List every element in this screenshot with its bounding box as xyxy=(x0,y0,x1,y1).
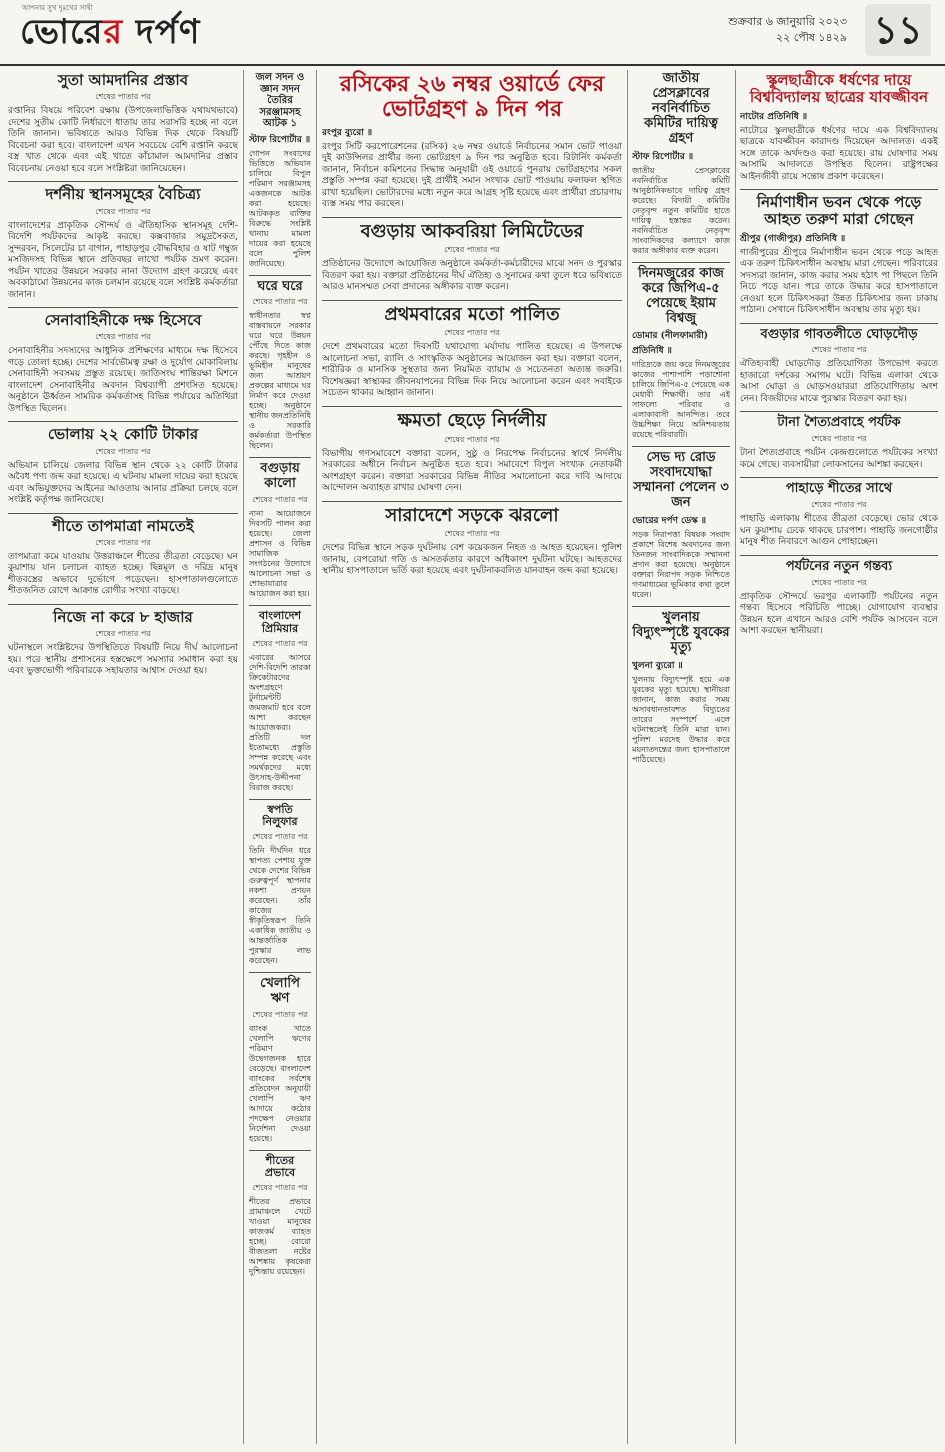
story-khomota xyxy=(322,411,622,495)
headline: সারাদেশে সড়কে ঝরলো xyxy=(385,504,559,526)
divider xyxy=(249,605,311,606)
headline: বগুড়ায় আকবরিয়া লিমিটেডের xyxy=(360,220,584,242)
story-body: তাপমাত্রা কমে যাওয়ায় উত্তরাঞ্চলে শীতের তীব্রতা বেড়েছে। ঘন কুয়াশায় যান চলাচল ব্যাহত হচ্ছে। ছিন্নমূল ও দরিদ্র মানুষ শীতবস্ত্রের অভাবে দুর্ভোগে পড়েছেন। হাসপাতালগুলোতে শীতজনিত রোগে আক্রান্ত রোগীর সংখ্যা বাড়ছে। xyxy=(8,551,238,597)
continued-label: শেষের পাতার পর xyxy=(95,446,151,456)
headline: শীতের প্রভাবে xyxy=(264,1153,296,1180)
headline: বগুড়ার গাবতলীতে ঘোড়দৌড় xyxy=(760,326,918,342)
story-suta xyxy=(8,72,238,175)
headline: বাংলাদেশ প্রিমিয়ার xyxy=(258,609,302,635)
column-separator xyxy=(243,70,244,1444)
column-4 xyxy=(632,70,730,1444)
story-swapati xyxy=(249,804,311,966)
story-body: প্রাকৃতিক সৌন্দর্যে ভরপুর এলাকাটি পর্যটনের নতুন গন্তব্য হিসেবে পরিচিতি পাচ্ছে। যোগাযোগ ব্যবস্থার উন্নয়ন হলে এখানে আরও বেশি পর্যটক আসবেন বলে আশা করছেন স্থানীয়রা। xyxy=(740,591,938,637)
masthead xyxy=(0,0,945,66)
story-body: ঐতিহ্যবাহী ঘোড়দৌড় প্রতিযোগিতা উপভোগ করতে হাজারো দর্শকের সমাগম ঘটে। বিভিন্ন এলাকা থেকে আসা ঘোড়া ও ঘোড়সওয়াররা প্রতিযোগিতায় অংশ নেন। বিজয়ীদের মাঝে পুরস্কার বিতরণ করা হয়। xyxy=(740,359,938,404)
story-body: প্রতিষ্ঠানের উদ্যোগে আয়োজিত অনুষ্ঠানে কর্মকর্তা-কর্মচারীদের মাঝে সনদ ও পুরস্কার বিতরণ করা হয়। বক্তারা প্রতিষ্ঠানের দীর্ঘ ঐতিহ্য ও সুনামের কথা তুলে ধরে ভবিষ্যতে আরও মানসম্মত সেবা প্রদানের অঙ্গীকার ব্যক্ত করেন। xyxy=(322,259,622,293)
story-body: খুলনায় বিদ্যুৎস্পৃষ্ট হয়ে এক যুবকের মৃত্যু হয়েছে। স্থানীয়রা জানান, কাজ করার সময় অসাবধানতাবশত বিদ্যুতের তারের সংস্পর্শে এলে ঘটনাস্থলেই তিনি মারা যান। পুলিশ মরদেহ উদ্ধার করে ময়নাতদন্তের জন্য হাসপাতালে পাঠিয়েছে। xyxy=(632,675,730,764)
continued-label: শেষের পাতার পর xyxy=(811,500,867,510)
story-body: নানা আয়োজনে দিবসটি পালন করা হয়েছে। জেলা প্রশাসন ও বিভিন্ন সামাজিক সংগঠনের উদ্যোগে আলোচনা সভা ও শোভাযাত্রার আয়োজন করা হয়। xyxy=(249,509,311,599)
story-body: নাটোরে স্কুলছাত্রীকে ধর্ষণের দায়ে এক বিশ্ববিদ্যালয় ছাত্রকে যাবজ্জীবন কারাদণ্ড দিয়েছেন আদালত। একই সঙ্গে তাকে অর্থদণ্ডও করা হয়েছে। রায় ঘোষণার সময় আসামি আদালতে উপস্থিত ছিলেন। রাষ্ট্রপক্ষের আইনজীবী রায়ে সন্তোষ প্রকাশ করেছেন। xyxy=(740,125,938,182)
divider xyxy=(322,217,622,218)
continued-label: শেষের পাতার পর xyxy=(252,297,308,307)
headline: নিজে না করে ৮ হাজার xyxy=(53,607,193,626)
story-body: গাজীপুরের শ্রীপুরে নির্মাণাধীন ভবন থেকে পড়ে আহত এক তরুণ চিকিৎসাধীন অবস্থায় মারা গেছেন। পরিবারের সদস্যরা জানান, কাজ করার সময় হঠাৎ পা পিছলে তিনি নিচে পড়ে যান। পরে তাকে উদ্ধার করে হাসপাতালে নেওয়া হলে চিকিৎসকরা উন্নত চিকিৎসার জন্য ঢাকায় পাঠান। সেখানে চিকিৎসাধীন অবস্থায় তার মৃত্যু হয়। xyxy=(740,247,938,315)
divider xyxy=(249,457,311,458)
story-bogura-alo xyxy=(249,462,311,599)
story-body: বাংলাদেশের প্রাকৃতিক সৌন্দর্য ও ঐতিহাসিক স্থানসমূহ দেশি-বিদেশি পর্যটকদের আকৃষ্ট করছে। কক্সবাজার সমুদ্রসৈকত, সুন্দরবন, সিলেটের চা বাগান, পাহাড়পুর বৌদ্ধবিহার ও ষাট গম্বুজ মসজিদসহ বিভিন্ন স্থানে প্রতিবছর লাখো পর্যটক ভ্রমণ করেন। পর্যটন খাতের উন্নয়নে সরকার নানা উদ্যোগ গ্রহণ করেছে এবং অবকাঠামো উন্নয়নের কাজ চলমান রয়েছে বলে সংশ্লিষ্ট কর্মকর্তারা জানান। xyxy=(8,220,238,300)
story-body: দেশে প্রথমবারের মতো দিবসটি যথাযোগ্য মর্যাদায় পালিত হয়েছে। এ উপলক্ষে আলোচনা সভা, র‌্যালি ও সাংস্কৃতিক অনুষ্ঠানের আয়োজন করা হয়। বক্তারা বলেন, শারীরিক ও মানসিক সুস্থতার জন্য নিয়মিত ব্যায়াম ও সচেতনতা অত্যন্ত জরুরি। বিশেষজ্ঞরা স্বাস্থ্যকর জীবনযাপনের বিভিন্ন দিক নিয়ে আলোচনা করেন এবং সবাইকে সচেতন থাকার আহ্বান জানান। xyxy=(322,342,622,399)
column-separator xyxy=(627,70,628,1444)
headline: প্রথমবারের মতো পালিত xyxy=(384,303,560,325)
column-2 xyxy=(249,70,311,1444)
continued-label: শেষের পাতার পর xyxy=(811,434,867,444)
logo-text-2: র xyxy=(103,12,124,52)
story-nije xyxy=(8,609,238,678)
headline: দিনমজুরের কাজ করে জিপিএ-৫ পেয়েছে ইয়াম বিশ্বজু xyxy=(638,265,724,326)
story-body: ব্যাংক খাতে খেলাপি ঋণের পরিমাণ উদ্বেগজনক হারে বেড়েছে। বাংলাদেশ ব্যাংকের সর্বশেষ প্রতিবেদন অনুযায়ী খেলাপি ঋণ আদায়ে কঠোর পদক্ষেপ নেওয়ার নির্দেশনা দেওয়া হয়েছে। xyxy=(249,1023,311,1143)
headline: স্বপতি নিলুফার xyxy=(262,802,298,829)
divider xyxy=(632,446,730,447)
byline: রংপুর ব্যুরো ॥ xyxy=(322,127,373,138)
page-number: ১১ xyxy=(865,4,931,56)
story-body: রংপুর সিটি করপোরেশনের (রসিক) ২৬ নম্বর ওয়ার্ডে নির্বাচনের সমান ভোট পাওয়া দুই কাউন্সিলর প্রার্থীর জন্য ভোটগ্রহণ ৯ দিন পর অনুষ্ঠিত হবে। রিটার্নিং কর্মকর্তা জানান, নির্বাচন কমিশনের সিদ্ধান্ত অনুযায়ী ওই ওয়ার্ডে পুনরায় ভোটগ্রহণের সকল প্রস্তুতি সম্পন্ন করা হয়েছে। দুই প্রার্থীই সমান সংখ্যক ভোট পাওয়ায় ফলাফল স্থগিত রাখা হয়েছিল। ভোটারদের মধ্যে নতুন করে আগ্রহ সৃষ্টি হয়েছে এবং প্রার্থীরা প্রচারণায় ব্যস্ত সময় পার করছেন। xyxy=(322,141,622,210)
story-saradeshe xyxy=(322,506,622,578)
divider xyxy=(740,411,938,412)
continued-label: শেষের পাতার পর xyxy=(252,1009,308,1019)
byline: ভোরের দর্পণ ডেস্ক ॥ xyxy=(632,516,707,527)
continued-label: শেষের পাতার পর xyxy=(95,206,151,216)
headline: বগুড়ায় কালো xyxy=(260,461,300,492)
story-body: দেশের বিভিন্ন স্থানে সড়ক দুর্ঘটনায় বেশ কয়েকজন নিহত ও আহত হয়েছেন। পুলিশ জানায়, বেপরোয়া গতি ও অসতর্কতার কারণে অধিকাংশ দুর্ঘটনা ঘটছে। আহতদের স্থানীয় হাসপাতালে ভর্তি করা হয়েছে এবং দুর্ঘটনাকবলিত যানবাহন জব্দ করা হয়েছে। xyxy=(322,543,622,577)
continued-label: শেষের পাতার পর xyxy=(444,434,500,444)
byline: স্টাফ রিপোর্টার ॥ xyxy=(249,134,311,145)
story-body: ঘটনাস্থলে সংশ্লিষ্টদের উপস্থিতিতে বিষয়টি নিয়ে দীর্ঘ আলোচনা হয়। পরে স্থানীয় প্রশাসনের হস্তক্ষেপে সমস্যার সমাধান করা হয় এবং ভুক্তভোগী পরিবারকে সহায়তার আশ্বাস দেওয়া হয়। xyxy=(8,643,238,676)
headline: ঘরে ঘরে xyxy=(257,278,303,294)
continued-label: শেষের পাতার পর xyxy=(95,92,151,102)
byline: স্টাফ রিপোর্টার ॥ xyxy=(632,151,694,162)
continued-label: শেষের পাতার পর xyxy=(444,529,500,539)
divider xyxy=(249,799,311,800)
dateline xyxy=(728,14,847,46)
divider xyxy=(740,555,938,556)
story-premier xyxy=(249,610,311,792)
column-3 xyxy=(322,70,622,1444)
divider xyxy=(249,1150,311,1151)
logo-text-1: ভোরে xyxy=(20,12,104,52)
story-tana xyxy=(740,416,938,471)
continued-label: শেষের পাতার পর xyxy=(95,629,151,638)
headline: পর্যটনের নতুন গন্তব্য xyxy=(785,558,893,574)
column-1 xyxy=(8,70,238,1444)
story-akbaria xyxy=(322,222,622,294)
story-body: সেনাবাহিনীর সদস্যদের আধুনিক প্রশিক্ষণের মাধ্যমে দক্ষ হিসেবে গড়ে তোলা হচ্ছে। দেশের সার্বভৌমত্ব রক্ষা ও দুর্যোগ মোকাবিলায় সেনাবাহিনী সবসময় প্রস্তুত রয়েছে। জাতিসংঘ শান্তিরক্ষা মিশনে বাংলাদেশ সেনাবাহিনীর অবদান বিশ্বব্যাপী প্রশংসিত হয়েছে। অনুষ্ঠানে ঊর্ধ্বতন সামরিক কর্মকর্তাসহ বিভিন্ন পর্যায়ের অতিথিরা উপস্থিত ছিলেন। xyxy=(8,346,238,414)
story-jol xyxy=(249,72,311,269)
divider xyxy=(8,604,238,605)
story-body: স্বাধীনতার স্বপ্ন বাস্তবায়নে সরকার ঘরে ঘরে উন্নয়ন পৌঁছে দিতে কাজ করছে। গৃহহীন ও ভূমিহীন মানুষের জন্য আশ্রয়ণ প্রকল্পের মাধ্যমে ঘর নির্মাণ করে দেওয়া হচ্ছে। অনুষ্ঠানে স্থানীয় জনপ্রতিনিধি ও সরকারি কর্মকর্তারা উপস্থিত ছিলেন। xyxy=(249,311,311,451)
divider xyxy=(8,421,238,422)
headline: জাতীয় প্রেসক্লাবের নবনির্বাচিত কমিটির দায়িত্ব গ্রহণ xyxy=(644,71,718,146)
story-send-da-rod xyxy=(632,451,730,600)
story-sheeter-provab xyxy=(249,1155,311,1277)
story-khelapi xyxy=(249,977,311,1144)
date-bangla: ২২ পৌষ ১৪২৯ xyxy=(775,31,847,44)
story-ghora xyxy=(740,328,938,406)
headline: স্কুলছাত্রীকে ধর্ষণের দায়ে বিশ্ববিদ্যালয় ছাত্রের যাবজ্জীবন xyxy=(749,71,929,107)
continued-label: শেষের পাতার পর xyxy=(811,345,867,355)
divider xyxy=(740,323,938,324)
headline: দর্শনীয় স্থানসমূহের বৈচিত্র্য xyxy=(45,185,201,204)
headline: সেনাবাহিনীকে দক্ষ হিসেবে xyxy=(44,311,202,329)
story-jatiyo xyxy=(632,72,730,256)
story-pahar xyxy=(740,482,938,548)
banner-headline: রসিকের ২৬ নম্বর ওয়ার্ডে ফের ভোটগ্রহণ ৯ দিন পর xyxy=(339,71,605,123)
continued-label: শেষের পাতার পর xyxy=(252,495,308,505)
divider xyxy=(8,307,238,308)
story-body: অভিযান চালিয়ে জেলার বিভিন্ন স্থান থেকে ২২ কোটি টাকার অবৈধ পণ্য জব্দ করা হয়েছে। এ ঘটনায় মামলা দায়ের করা হয়েছে এবং অভিযুক্তদের আইনের আওতায় আনার প্রক্রিয়া চলছে বলে সংশ্লিষ্ট কর্তৃপক্ষ জানিয়েছে। xyxy=(8,460,238,505)
logo-text-3: দর্পণ xyxy=(123,12,201,52)
divider xyxy=(322,501,622,502)
story-porjoton xyxy=(740,560,938,638)
story-ghore xyxy=(249,280,311,452)
headline: খেলাপি ঋণ xyxy=(260,975,300,1006)
story-body: টানা শৈত্যপ্রবাহে পর্যটন কেন্দ্রগুলোতে পর্যটকের সংখ্যা কমে গেছে। ব্যবসায়ীরা লোকসানের আশঙ্কা করছেন। xyxy=(740,448,938,470)
story-body: গোপন সংবাদের ভিত্তিতে অভিযান চালিয়ে বিপুল পরিমাণ সরঞ্জামসহ একজনকে আটক করা হয়েছে। আটককৃত ব্যক্তির বিরুদ্ধে সংশ্লিষ্ট থানায় মামলা দায়ের করা হয়েছে বলে পুলিশ জানিয়েছে। xyxy=(249,148,311,268)
story-sena xyxy=(8,312,238,415)
story-prothomborer xyxy=(322,305,622,400)
story-dinmojur xyxy=(632,267,730,441)
headline: পাহাড়ে শীতের সাথে xyxy=(785,481,893,497)
divider xyxy=(8,513,238,514)
byline: ডোমার (নীলফামারী) প্রতিনিধি ॥ xyxy=(632,331,709,357)
story-body: এবারের আসরে দেশি-বিদেশি তারকা ক্রিকেটারদের অংশগ্রহণে টুর্নামেন্টটি জমজমাট হবে বলে আশা করছেন আয়োজকরা। প্রতিটি দল ইতোমধ্যে প্রস্তুতি সম্পন্ন করেছে এবং সমর্থকদের মধ্যে উৎসাহ-উদ্দীপনা বিরাজ করছে। xyxy=(249,652,311,792)
story-body: সড়ক নিরাপত্তা বিষয়ক সংবাদ প্রকাশে বিশেষ অবদানের জন্য তিনজন সাংবাদিককে সম্মাননা প্রদান করা হয়েছে। অনুষ্ঠানে বক্তারা নিরাপদ সড়ক নিশ্চিতে গণমাধ্যমের ভূমিকার কথা তুলে ধরেন। xyxy=(632,530,730,600)
column-separator xyxy=(316,70,317,1444)
continued-label: শেষের পাতার পর xyxy=(252,1183,308,1193)
continued-label: শেষের পাতার পর xyxy=(95,537,151,547)
headline: ক্ষমতা ছেড়ে নির্দলীয় xyxy=(397,409,547,431)
story-body: বিভাগীয় গণসমাবেশে বক্তারা বলেন, সুষ্ঠু ও নিরপেক্ষ নির্বাচনের স্বার্থে নির্দলীয় সরকারের অধীনে নির্বাচন অনুষ্ঠিত হতে হবে। সমাবেশে বিপুল সংখ্যক নেতাকর্মী অংশগ্রহণ করেন। বক্তারা সরকারের বিভিন্ন নীতির সমালোচনা করে দাবি আদায়ে আন্দোলন অব্যাহত রাখার ঘোষণা দেন। xyxy=(322,448,622,494)
divider xyxy=(740,189,938,190)
headline: নির্মাণাধীন ভবন থেকে পড়ে আহত তরুণ মারা গেছেন xyxy=(756,193,922,229)
divider xyxy=(632,262,730,263)
divider xyxy=(322,406,622,407)
tagline: আপনার সুখ দুঃখের সাথী xyxy=(22,4,93,12)
divider xyxy=(632,606,730,607)
continued-label: শেষের পাতার পর xyxy=(252,638,308,648)
story-khulna xyxy=(632,611,730,765)
divider xyxy=(740,477,938,478)
story-body: দারিদ্র্যকে জয় করে দিনমজুরের কাজের পাশাপাশি পড়াশোনা চালিয়ে জিপিএ-৫ পেয়েছে এক মেধাবী শিক্ষার্থী। তার এই সাফল্যে পরিবার ও এলাকাবাসী আনন্দিত। তবে উচ্চশিক্ষা নিয়ে অনিশ্চয়তায় রয়েছে পরিবারটি। xyxy=(632,360,730,440)
divider xyxy=(249,972,311,973)
story-school xyxy=(740,72,938,183)
headline: শীতে তাপমাত্রা নামতেই xyxy=(52,516,194,535)
continued-label: শেষের পাতার পর xyxy=(811,577,867,587)
story-body: রপ্তানির বিষয়ে পরিবেশ রক্ষায় (উপজেলাভিত্তিক যথাযথভাবে) দেশের সুতীম কোটি নির্ধারণে ধাতায় তার সরাসরি হচ্ছে না বলে তিনি জানান। ভবিষ্যতে আরও বিভিন্ন দিক থেকে বিষয়টি বিবেচনা করা হবে। বাংলাদেশ এখন সবচেয়ে বেশি রপ্তানি করছে বস্ত্র খাত থেকে এবং এই খাতে কাঁচামাল আমদানির প্রস্তাব বিবেচনায় নেওয়া হবে বলে সংশ্লিষ্টরা জানিয়েছেন। xyxy=(8,106,238,174)
column-separator xyxy=(735,70,736,1444)
story-nirman xyxy=(740,194,938,317)
byline: নাটোর প্রতিনিধি ॥ xyxy=(740,111,808,122)
divider xyxy=(249,275,311,276)
headline: সেভ দ্য রোড সংবাদযোদ্ধা সম্মাননা পেলেন ৩ জন xyxy=(633,450,729,511)
divider xyxy=(8,181,238,182)
headline: খুলনায় বিদ্যুৎস্পৃষ্টে যুবকের মৃত্যু xyxy=(632,610,730,656)
story-banner xyxy=(322,72,622,211)
story-body: জাতীয় প্রেসক্লাবের নবনির্বাচিত কমিটি আনুষ্ঠানিকভাবে দায়িত্ব গ্রহণ করেছে। বিদায়ী কমিটির নেতৃবৃন্দ নতুন কমিটির হাতে দায়িত্ব হস্তান্তর করেন। নবনির্বাচিত নেতৃবৃন্দ সাংবাদিকদের কল্যাণে কাজ করার অঙ্গীকার ব্যক্ত করেন। xyxy=(632,165,730,255)
story-body: তিনি দীর্ঘদিন ধরে স্থাপত্য পেশায় যুক্ত থেকে দেশের বিভিন্ন গুরুত্বপূর্ণ স্থাপনার নকশা প্রণয়ন করেছেন। তাঁর কাজের স্বীকৃতিস্বরূপ তিনি একাধিক জাতীয় ও আন্তর্জাতিক পুরস্কার লাভ করেছেন। xyxy=(249,845,311,965)
continued-label: শেষের পাতার পর xyxy=(95,332,151,342)
headline: জল সদন ও জ্ঞান সদন তৈরির সরঞ্জামসহ আটক ১ xyxy=(255,72,305,129)
story-body: পাহাড়ি এলাকায় শীতের তীব্রতা বেড়েছে। ভোর থেকে ঘন কুয়াশায় ঢেকে থাকছে চারপাশ। পাহাড়ি জনগোষ্ঠীর মানুষ শীত নিবারণে আগুন পোহাচ্ছেন। xyxy=(740,514,938,548)
continued-label: শেষের পাতার পর xyxy=(252,831,308,841)
headline: ভোলায় ২২ কোটি টাকার xyxy=(47,425,199,444)
story-body: শীতের প্রভাবে গ্রামাঞ্চলে খেটে খাওয়া মানুষের কাজকর্ম ব্যাহত হচ্ছে। বোরো বীজতলা নষ্টের আশঙ্কায় কৃষকেরা দুশ্চিন্তায় রয়েছেন। xyxy=(249,1197,311,1277)
column-5 xyxy=(740,70,938,1444)
byline: খুলনা ব্যুরো ॥ xyxy=(632,661,683,671)
headline: সুতা আমদানির প্রস্তাব xyxy=(57,71,189,89)
story-sheet-tapmatra xyxy=(8,518,238,598)
story-bhola xyxy=(8,426,238,506)
byline: শ্রীপুর (গাজীপুর) প্রতিনিধি ॥ xyxy=(740,233,846,244)
date-gregorian: শুক্রবার ৬ জানুয়ারি ২০২৩ xyxy=(728,15,847,28)
continued-label: শেষের পাতার পর xyxy=(444,328,500,338)
story-dorshoniyo xyxy=(8,186,238,301)
divider xyxy=(322,300,622,301)
newspaper-logo xyxy=(20,6,200,63)
headline: টানা শৈত্যপ্রবাহে পর্যটক xyxy=(777,415,901,431)
continued-label: শেষের পাতার পর xyxy=(444,245,500,255)
